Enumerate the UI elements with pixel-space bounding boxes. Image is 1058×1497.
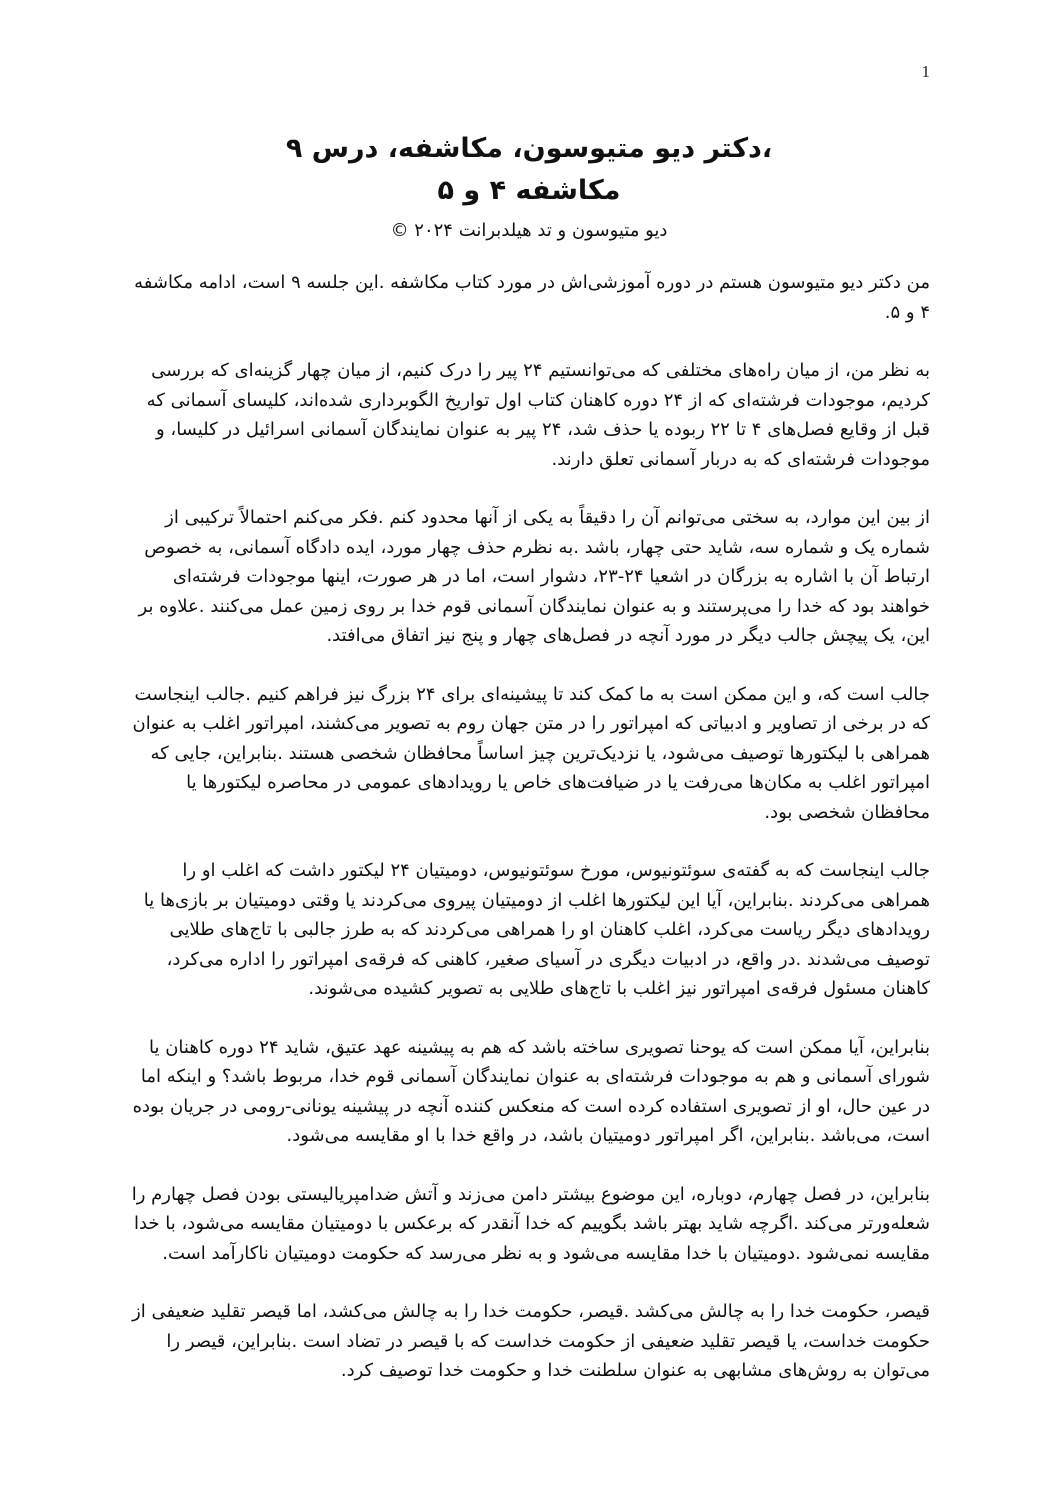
title-block [128, 128, 930, 246]
document-body [128, 268, 930, 1415]
paragraph: جالب است که، و این ممکن است به ما کمک کند تا پیشینه‌ای برای ۲۴ بزرگ نیز فراهم کنیم .جالب اینجاست که در برخی از تصاویر و ادبیاتی که امپراتور را در متن جهان روم به تصویر می‌کشند، امپراتور اغلب به عنوان همراهی با لیکتورها توصیف می‌شود، یا نزدیک‌ترین چیز اساساً محافظان شخصی هستند .بنابراین، جایی که امپراتور اغلب به مکان‌ها می‌رفت یا در ضیافت‌های خاص یا رویدادهای عمومی در محاصره لیکتورها یا محافظان شخصی بود. [132, 683, 930, 823]
paragraph: به نظر من، از میان راه‌های مختلفی که می‌توانستیم ۲۴ پیر را درک کنیم، از میان چهار گزینه‌ای که بررسی کردیم، موجودات فرشته‌ای که از ۲۴ دوره کاهنان کتاب اول تواریخ الگوبرداری شده‌اند، کلیسای آسمانی که قبل از وقایع فصل‌های ۴ تا ۲۲ ربوده یا حذف شد، ۲۴ پیر به عنوان نمایندگان آسمانی اسرائیل در کلیسا، و موجودات فرشته‌ای که به دربار آسمانی تعلق دارند. [146, 360, 930, 470]
paragraph: بنابراین، آیا ممکن است که یوحنا تصویری ساخته باشد که هم به پیشینه عهد عتیق، شاید ۲۴ دوره کاهنان یا شورای آسمانی و هم به موجودات فرشته‌ای به عنوان نمایندگان آسمانی قوم خدا، مربوط باشد؟ و اینکه اما در عین حال، او از تصویری استفاده کرده است که منعکس کننده آنچه در پیشینه یونانی-رومی در جریان بوده است، می‌باشد .بنابراین، اگر امپراتور دومیتیان باشد، در واقع خدا با او مقایسه می‌شود. [132, 1036, 930, 1146]
page-number: 1 [921, 62, 930, 81]
document-title-line-2: مکاشفه ۴ و ۵ [437, 175, 621, 206]
paragraph: بنابراین، در فصل چهارم، دوباره، این موضوع بیشتر دامن می‌زند و آتش ضدامپریالیستی بودن فصل چهارم را شعله‌ورتر می‌کند .اگرچه شاید بهتر باشد بگوییم که خدا آنقدر که برعکس با دومیتیان مقایسه می‌شود، با خدا مقایسه نمی‌شود .دومیتیان با خدا مقایسه می‌شود و به نظر می‌رسد که حکومت دومیتیان ناکارآمد است. [131, 1183, 930, 1264]
paragraph: قیصر، حکومت خدا را به چالش می‌کشد .قیصر، حکومت خدا را به چالش می‌کشد، اما قیصر تقلید ضعیفی از حکومت خداست، یا قیصر تقلید ضعیفی از حکومت خداست که با قیصر در تضاد است .بنابراین، قیصر را می‌توان به روش‌های مشابهی به عنوان سلطنت خدا و حکومت خدا توصیف کرد. [132, 1301, 930, 1381]
paragraph: از بین این موارد، به سختی می‌توانم آن را دقیقاً به یکی از آنها محدود کنم .فکر می‌کنم احتمالاً ترکیبی از شماره یک و شماره سه، شاید حتی چهار، باشد .به نظرم حذف چهار مورد، ایده دادگاه آسمانی، به خصوص ارتباط آن با اشاره به بزرگان در اشعیا ۲۴-۲۳، دشوار است، اما در هر صورت، اینها موجودات فرشته‌ای خواهند بود که خدا را می‌پرستند و به عنوان نمایندگان آسمانی قوم خدا بر روی زمین عمل می‌کنند .علاوه بر این، یک پیچش جالب دیگر در مورد آنچه در فصل‌های چهار و پنج نیز اتفاق می‌افتد. [138, 507, 930, 646]
paragraph: جالب اینجاست که به گفته‌ی سوئتونیوس، مورخ سوئتونیوس، دومیتیان ۲۴ لیکتور داشت که اغلب او را همراهی می‌کردند .بنابراین، آیا این لیکتورها اغلب از دومیتیان پیروی می‌کردند یا وقتی دومیتیان بر بازی‌ها یا رویدادهای دیگر ریاست می‌کرد، اغلب کاهنان او را همراهی می‌کردند که به طرز جالبی با تاج‌های طلایی توصیف می‌شدند .در واقع، در ادبیات دیگری در آسیای صغیر، کاهنی که فرقه‌ی امپراتور را اداره می‌کرد، کاهنان مسئول فرقه‌ی امپراتور نیز اغلب با تاج‌های طلایی به تصویر کشیده می‌شوند. [143, 860, 930, 999]
copyright-subtitle: دیو متیوسون و تد هیلدبرانت ۲۰۲۴ © [390, 220, 668, 241]
paragraph: من دکتر دیو متیوسون هستم در دوره آموزشی‌اش در مورد کتاب مکاشفه .این جلسه ۹ است، ادامه مکاشفه ۴ و ۵. [134, 272, 930, 323]
document-title-line-1: ،دکتر دیو متیوسون، مکاشفه، درس ۹ [285, 133, 773, 164]
